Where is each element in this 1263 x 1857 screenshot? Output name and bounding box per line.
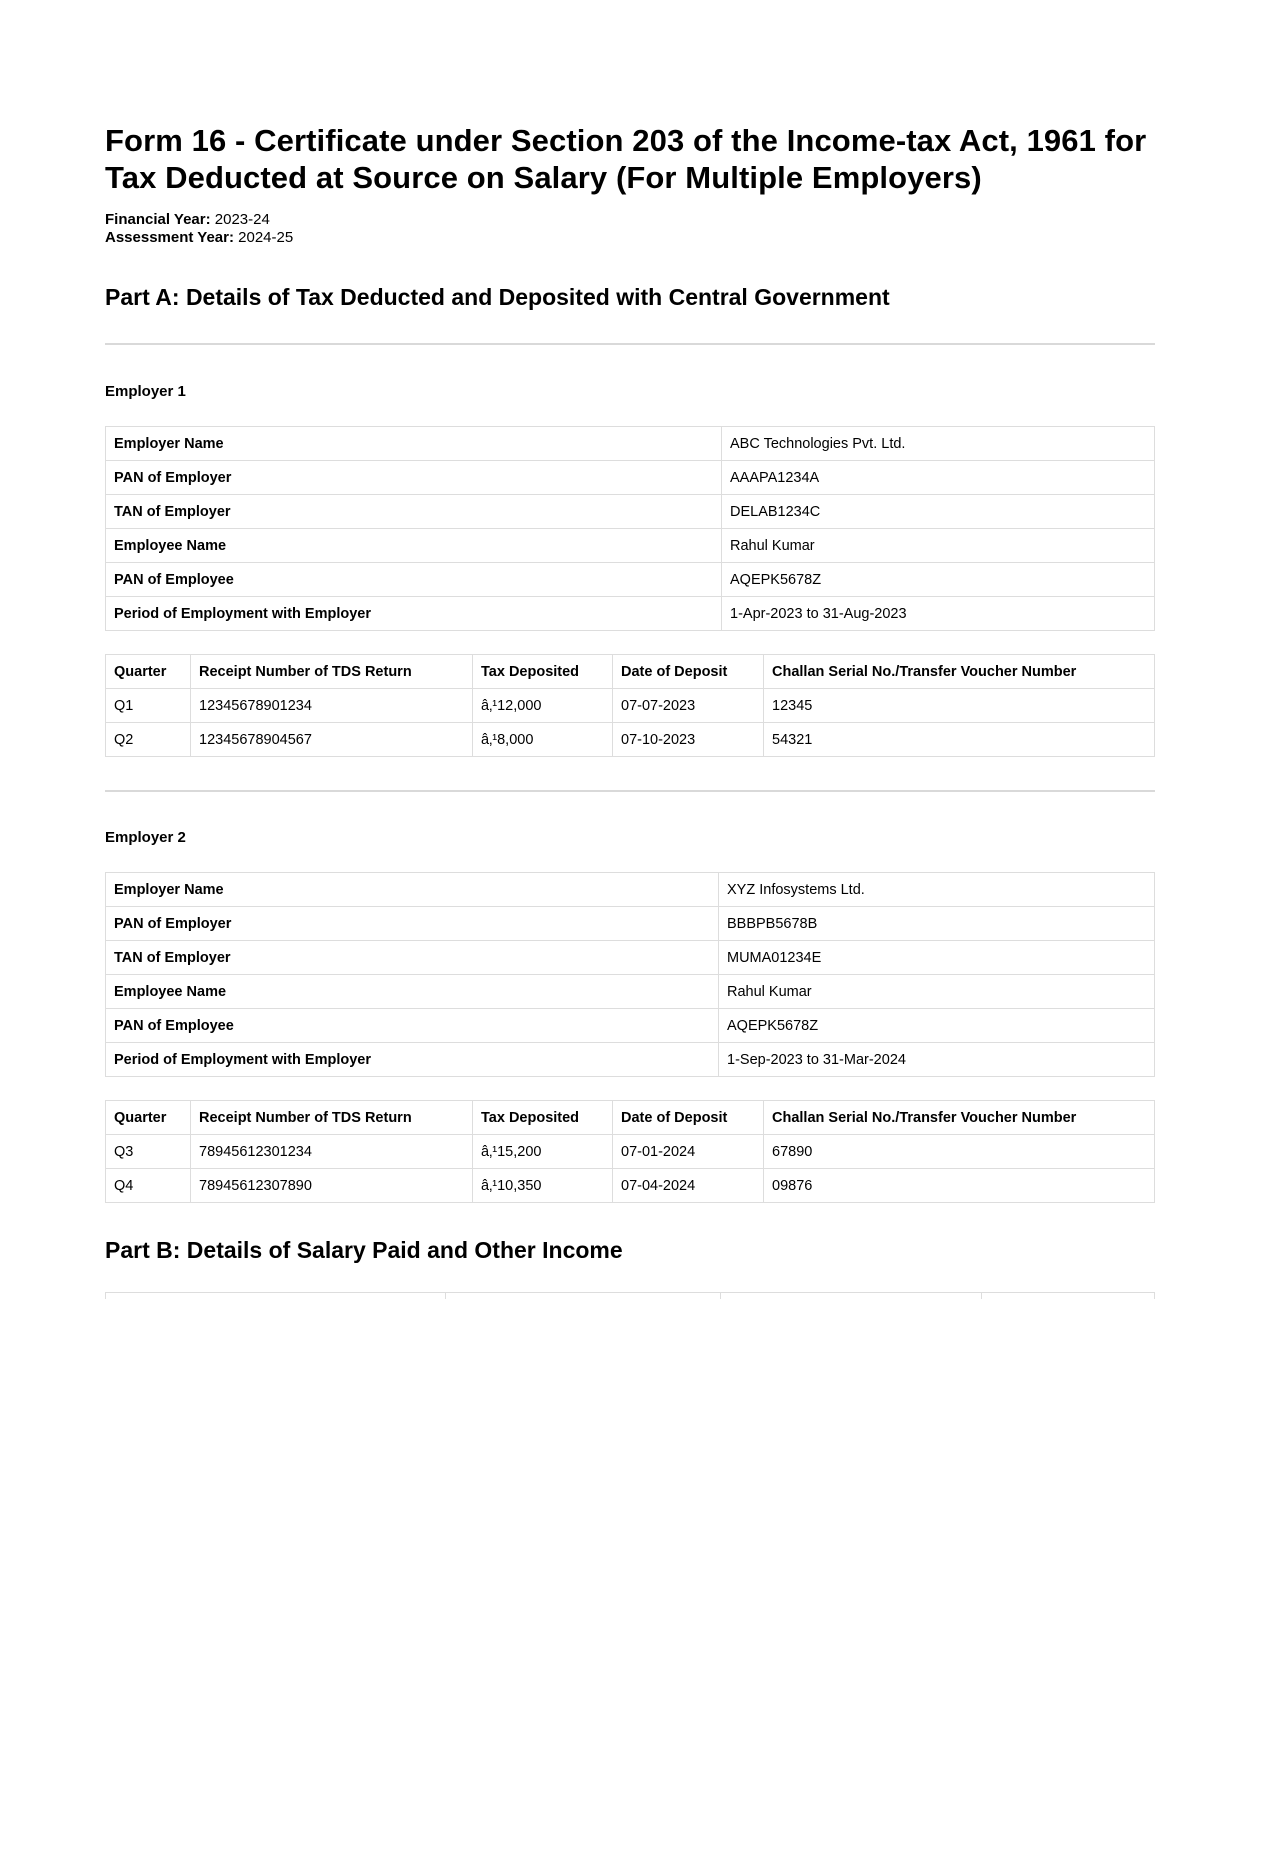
assessment-year-value: 2024-25 (238, 229, 294, 246)
detail-value: AAAPA1234A (722, 461, 1155, 495)
employer-2-details-table (105, 872, 1155, 1077)
detail-row (106, 1043, 1155, 1077)
employer-1-heading: Employer 1 (105, 383, 186, 400)
financial-year (105, 211, 270, 228)
detail-row (106, 1009, 1155, 1043)
employer-2-tds-table (105, 1100, 1155, 1203)
detail-label: Period of Employment with Employer (106, 1043, 719, 1077)
table-row (106, 723, 1155, 757)
table-cell: 67890 (764, 1135, 1155, 1169)
column-header: Tax Deposited (473, 1101, 613, 1135)
page-title: Form 16 - Certificate under Section 203 of the Income-tax Act, 1961 for Tax Deducted at Source on Salary (For Multiple Employers) (105, 123, 1147, 195)
column-header: Quarter (106, 1101, 191, 1135)
employer-2-heading: Employer 2 (105, 829, 186, 846)
financial-year-value: 2023-24 (214, 211, 270, 228)
table-header-row (106, 655, 1155, 689)
detail-row (106, 975, 1155, 1009)
detail-label: Period of Employment with Employer (106, 597, 722, 631)
employer-1-tds-table (105, 654, 1155, 757)
detail-row (106, 427, 1155, 461)
column-header: Receipt Number of TDS Return (191, 655, 473, 689)
detail-value: 1-Apr-2023 to 31-Aug-2023 (722, 597, 1155, 631)
table-cell: 78945612301234 (191, 1135, 473, 1169)
table-cell: 07-07-2023 (613, 689, 764, 723)
table-row (106, 1135, 1155, 1169)
assessment-year (105, 229, 293, 246)
table-row (106, 689, 1155, 723)
divider (105, 343, 1155, 345)
divider (105, 790, 1155, 792)
column-header: Date of Deposit (613, 1101, 764, 1135)
part-b-table-edge (105, 1292, 1155, 1299)
table-cell: 12345678904567 (191, 723, 473, 757)
table-cell: 07-01-2024 (613, 1135, 764, 1169)
table-cell: â‚¹10,350 (473, 1169, 613, 1203)
detail-label: PAN of Employee (106, 1009, 719, 1043)
column-header: Date of Deposit (613, 655, 764, 689)
detail-value: AQEPK5678Z (722, 563, 1155, 597)
detail-row (106, 597, 1155, 631)
detail-row (106, 941, 1155, 975)
table-row (106, 1169, 1155, 1203)
financial-year-label: Financial Year: (105, 211, 211, 228)
detail-label: PAN of Employee (106, 563, 722, 597)
detail-row (106, 495, 1155, 529)
detail-value: DELAB1234C (722, 495, 1155, 529)
detail-label: Employee Name (106, 529, 722, 563)
detail-value: ABC Technologies Pvt. Ltd. (722, 427, 1155, 461)
assessment-year-label: Assessment Year: (105, 229, 234, 246)
detail-row (106, 873, 1155, 907)
table-cell: â‚¹8,000 (473, 723, 613, 757)
table-cell: 54321 (764, 723, 1155, 757)
table-cell: 07-10-2023 (613, 723, 764, 757)
table-cell: â‚¹15,200 (473, 1135, 613, 1169)
detail-value: Rahul Kumar (719, 975, 1155, 1009)
table-cell: 07-04-2024 (613, 1169, 764, 1203)
employer-1-details-table (105, 426, 1155, 631)
table-cell: 78945612307890 (191, 1169, 473, 1203)
detail-label: TAN of Employer (106, 941, 719, 975)
table-cell: â‚¹12,000 (473, 689, 613, 723)
table-cell: Q4 (106, 1169, 191, 1203)
detail-label: Employee Name (106, 975, 719, 1009)
detail-value: AQEPK5678Z (719, 1009, 1155, 1043)
column-header: Tax Deposited (473, 655, 613, 689)
detail-value: BBBPB5678B (719, 907, 1155, 941)
detail-label: Employer Name (106, 427, 722, 461)
table-cell: 12345678901234 (191, 689, 473, 723)
detail-label: TAN of Employer (106, 495, 722, 529)
detail-row (106, 563, 1155, 597)
table-cell: Q1 (106, 689, 191, 723)
detail-value: 1-Sep-2023 to 31-Mar-2024 (719, 1043, 1155, 1077)
table-cell: Q3 (106, 1135, 191, 1169)
table-cell: 12345 (764, 689, 1155, 723)
column-header: Quarter (106, 655, 191, 689)
detail-value: XYZ Infosystems Ltd. (719, 873, 1155, 907)
table-cell: 09876 (764, 1169, 1155, 1203)
part-b-heading: Part B: Details of Salary Paid and Other Income (105, 1237, 623, 1263)
detail-row (106, 529, 1155, 563)
detail-row (106, 461, 1155, 495)
document-body (105, 122, 1155, 1263)
column-header: Receipt Number of TDS Return (191, 1101, 473, 1135)
column-header: Challan Serial No./Transfer Voucher Number (764, 655, 1155, 689)
detail-label: PAN of Employer (106, 461, 722, 495)
detail-value: MUMA01234E (719, 941, 1155, 975)
table-cell: Q2 (106, 723, 191, 757)
table-header-row (106, 1101, 1155, 1135)
part-a-heading: Part A: Details of Tax Deducted and Deposited with Central Government (105, 284, 890, 310)
column-header: Challan Serial No./Transfer Voucher Number (764, 1101, 1155, 1135)
detail-label: PAN of Employer (106, 907, 719, 941)
detail-value: Rahul Kumar (722, 529, 1155, 563)
detail-label: Employer Name (106, 873, 719, 907)
detail-row (106, 907, 1155, 941)
